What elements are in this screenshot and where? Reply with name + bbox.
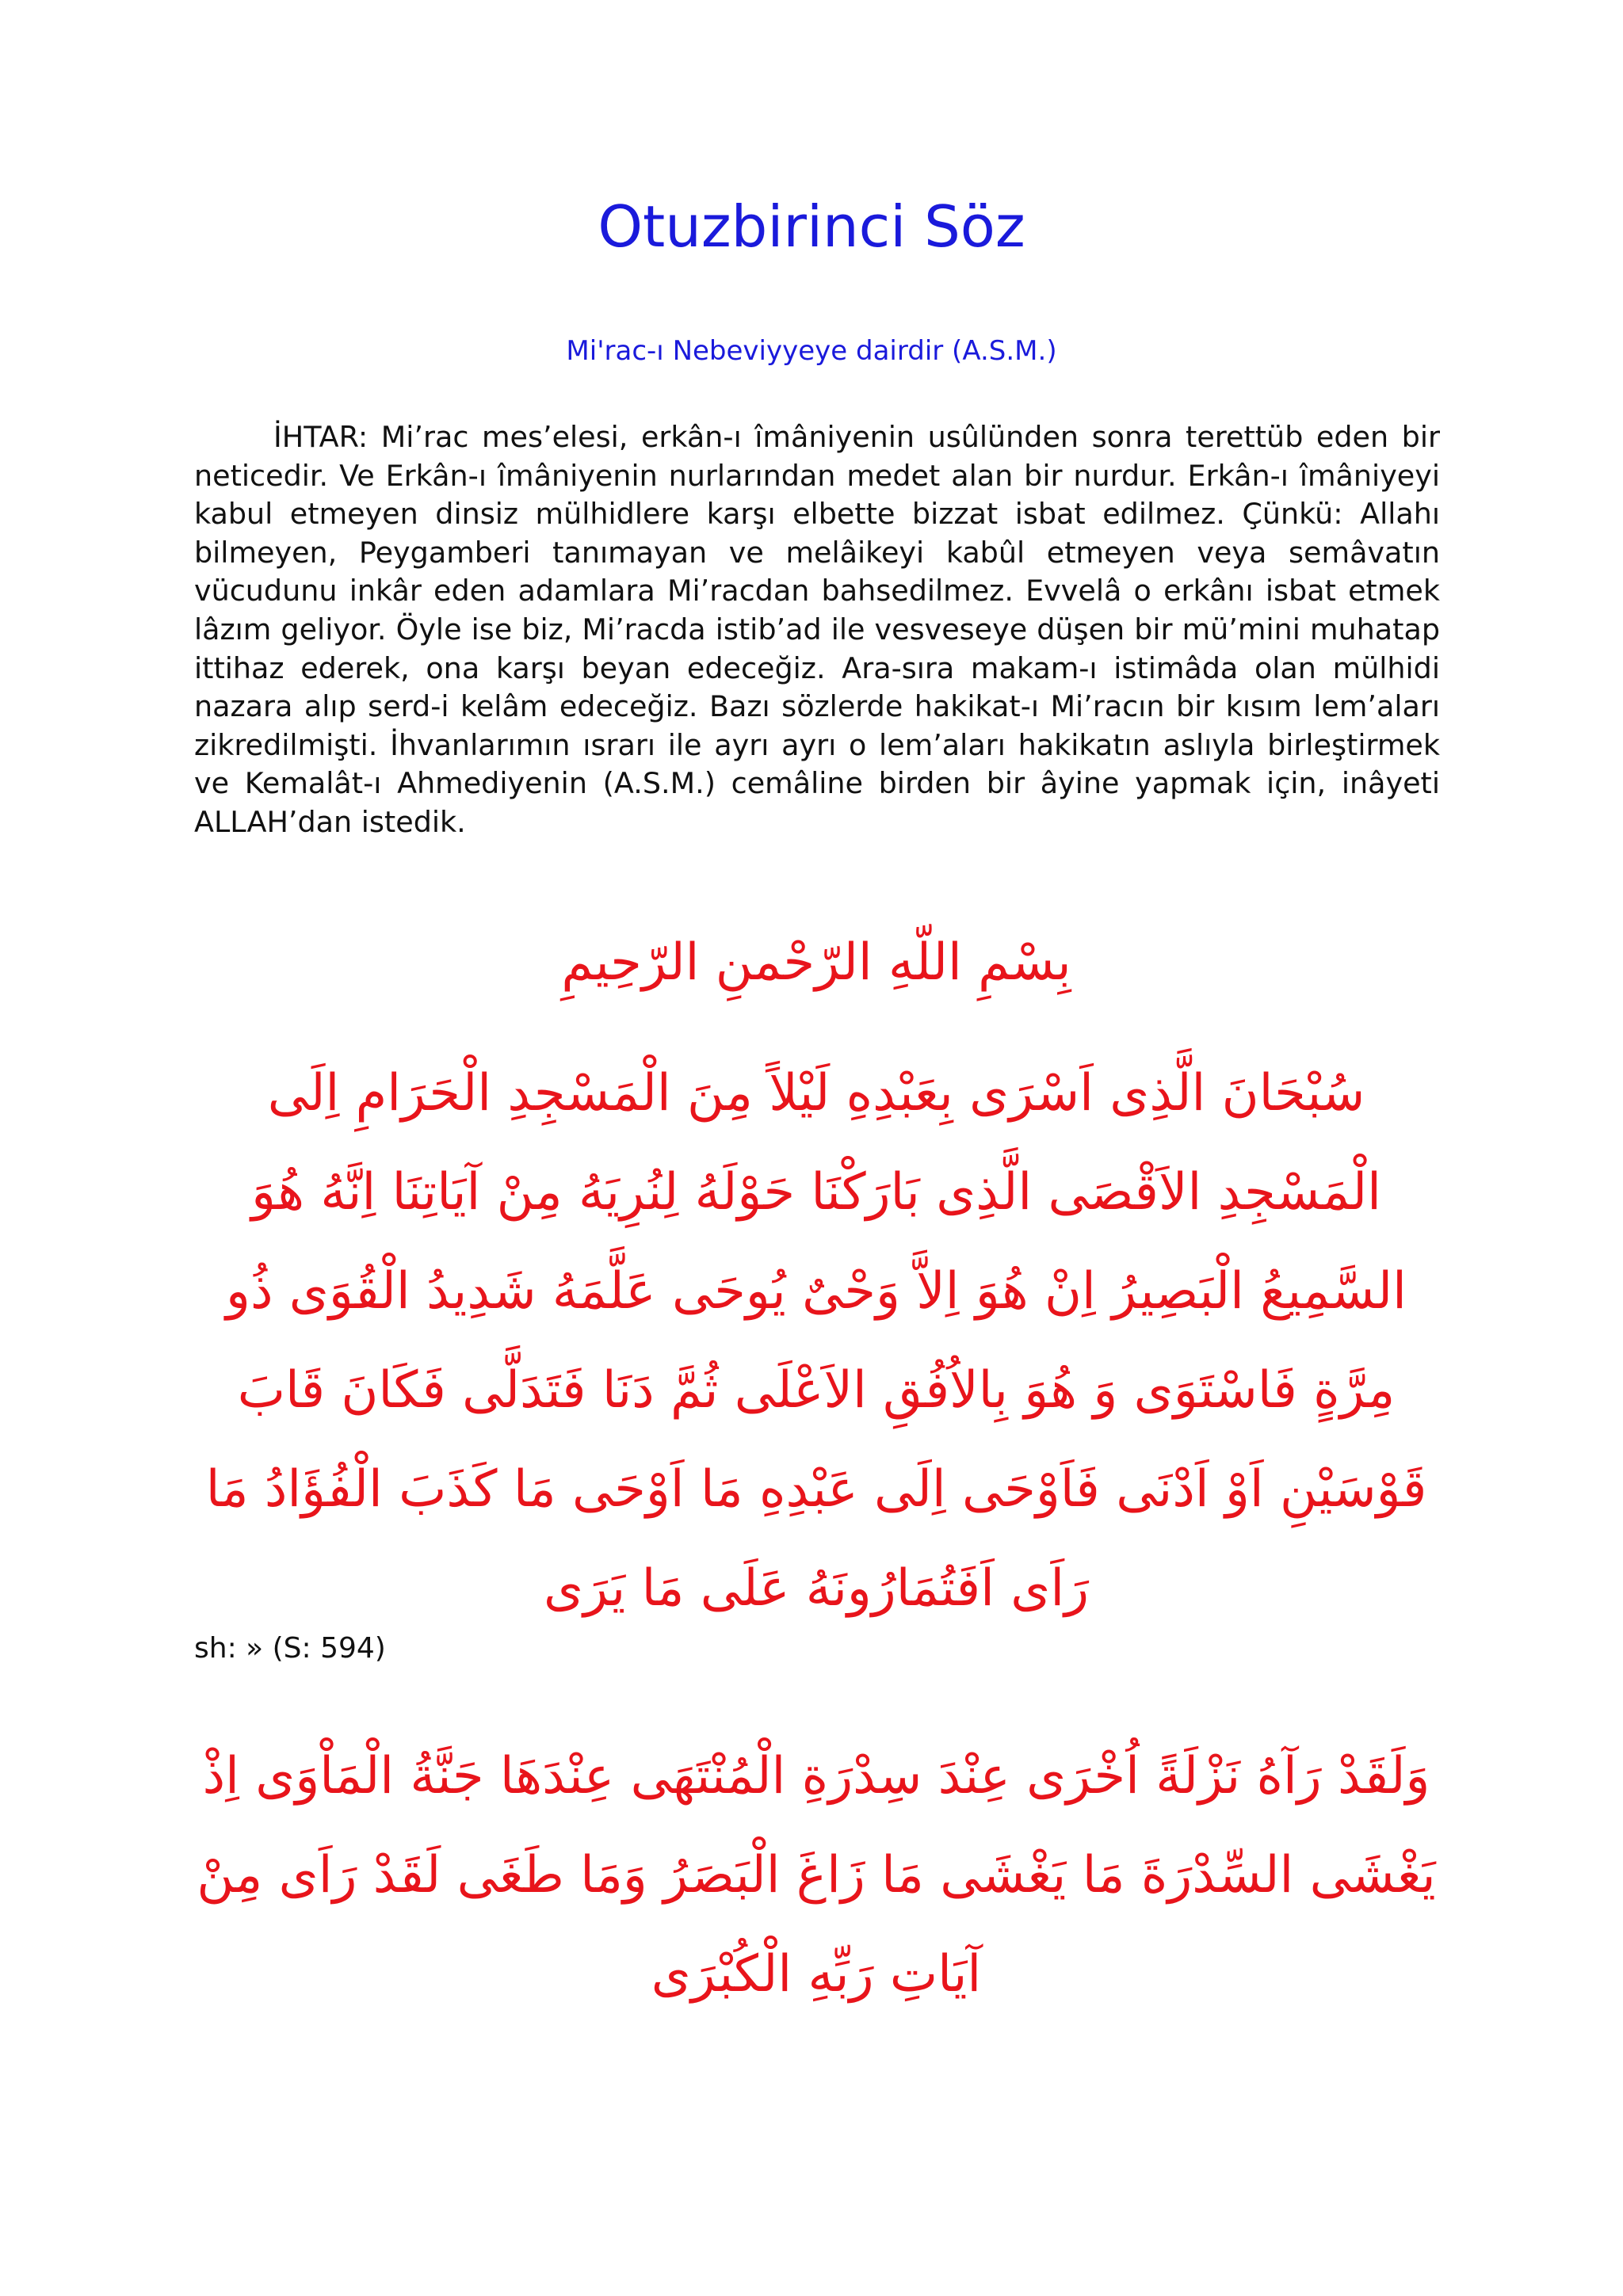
quran-verse-2: وَلَقَدْ رَآهُ نَزْلَةً اُخْرَى عِنْدَ سِدْرَةِ الْمُنْتَهَى عِنْدَهَا جَنَّةُ الْمَاْوَى اِذْ يَغْشَى السِّدْرَةَ مَا يَغْشَى مَا زَاغَ الْبَصَرُ وَمَا طَغَى لَقَدْ رَاَى مِنْ آيَاتِ رَبِّهِ الْكُبْرَى [197,1747,1436,2004]
intro-paragraph: İHTAR: Mi’rac mes’elesi, erkân-ı îmâniyenin usûlünden sonra terettüb eden bir neticedir. Ve Erkân-ı îmâniyenin nurlarından medet alan bir nurdur. Erkân-ı îmâniyeyi kabul etmeyen dinsiz mülhidlere karşı elbette bizzat isbat edilmez. Çünkü: Allahı bilmeyen, Peygamberi tanımayan ve melâikeyi kabûl etmeyen veya semâvatın vücudunu inkâr eden adamlara Mi’racdan bahsedilmez. Evvelâ o erkânı isbat etmek lâzım geliyor. Öyle ise biz, Mi’racda istib’ad ile vesveseye düşen bir mü’mini muhatap ittihaz ederek, ona karşı beyan edeceğiz. Ara-sıra makam-ı istimâda olan mülhidi nazara alıp serd-i kelâm edeceğiz. Bazı sözlerde hakikat-ı Mi’racın bir kısım lem’aları zikredilmişti. İhvanlarımın ısrarı ile ayrı ayrı o lem’aları hakikatın aslıyla birleştirmek ve Kemalât-ı Ahmediyenin (A.S.M.) cemâline birden bir âyine yapmak için, inâyeti ALLAH’dan istedik. [194,420,1440,839]
quran-verse-1: سُبْحَانَ الَّذِى اَسْرَى بِعَبْدِهِ لَيْلاً مِنَ الْمَسْجِدِ الْحَرَامِ اِلَى الْمَسْجِدِ الاَقْصَى الَّذِى بَارَكْنَا حَوْلَهُ لِنُرِيَهُ مِنْ آيَاتِنَا اِنَّهُ هُوَ السَّمِيعُ الْبَصِيرُ اِنْ هُوَ اِلاَّ وَحْىٌ يُوحَى عَلَّمَهُ شَدِيدُ الْقُوَى ذُو مِرَّةٍ فَاسْتَوَى وَ هُوَ بِالاُفُقِ الاَعْلَى ثُمَّ دَنَا فَتَدَلَّى فَكَانَ قَابَ قَوْسَيْنِ اَوْ اَدْنَى فَاَوْحَى اِلَى عَبْدِهِ مَا اَوْحَى مَا كَذَبَ الْفُؤَادُ مَا رَاَى اَفَتُمَارُونَهُ عَلَى مَا يَرَى [205,1064,1427,1618]
page-reference: sh: » (S: 594) [194,1632,386,1665]
page-title: Otuzbirinci Söz [598,193,1025,260]
basmala-text: بِسْمِ اللّهِ الرّحْمنِ الرّحِيمِ [561,933,1071,992]
page-subtitle: Mi'rac-ı Nebeviyyeye dairdir (A.S.M.) [566,335,1057,367]
